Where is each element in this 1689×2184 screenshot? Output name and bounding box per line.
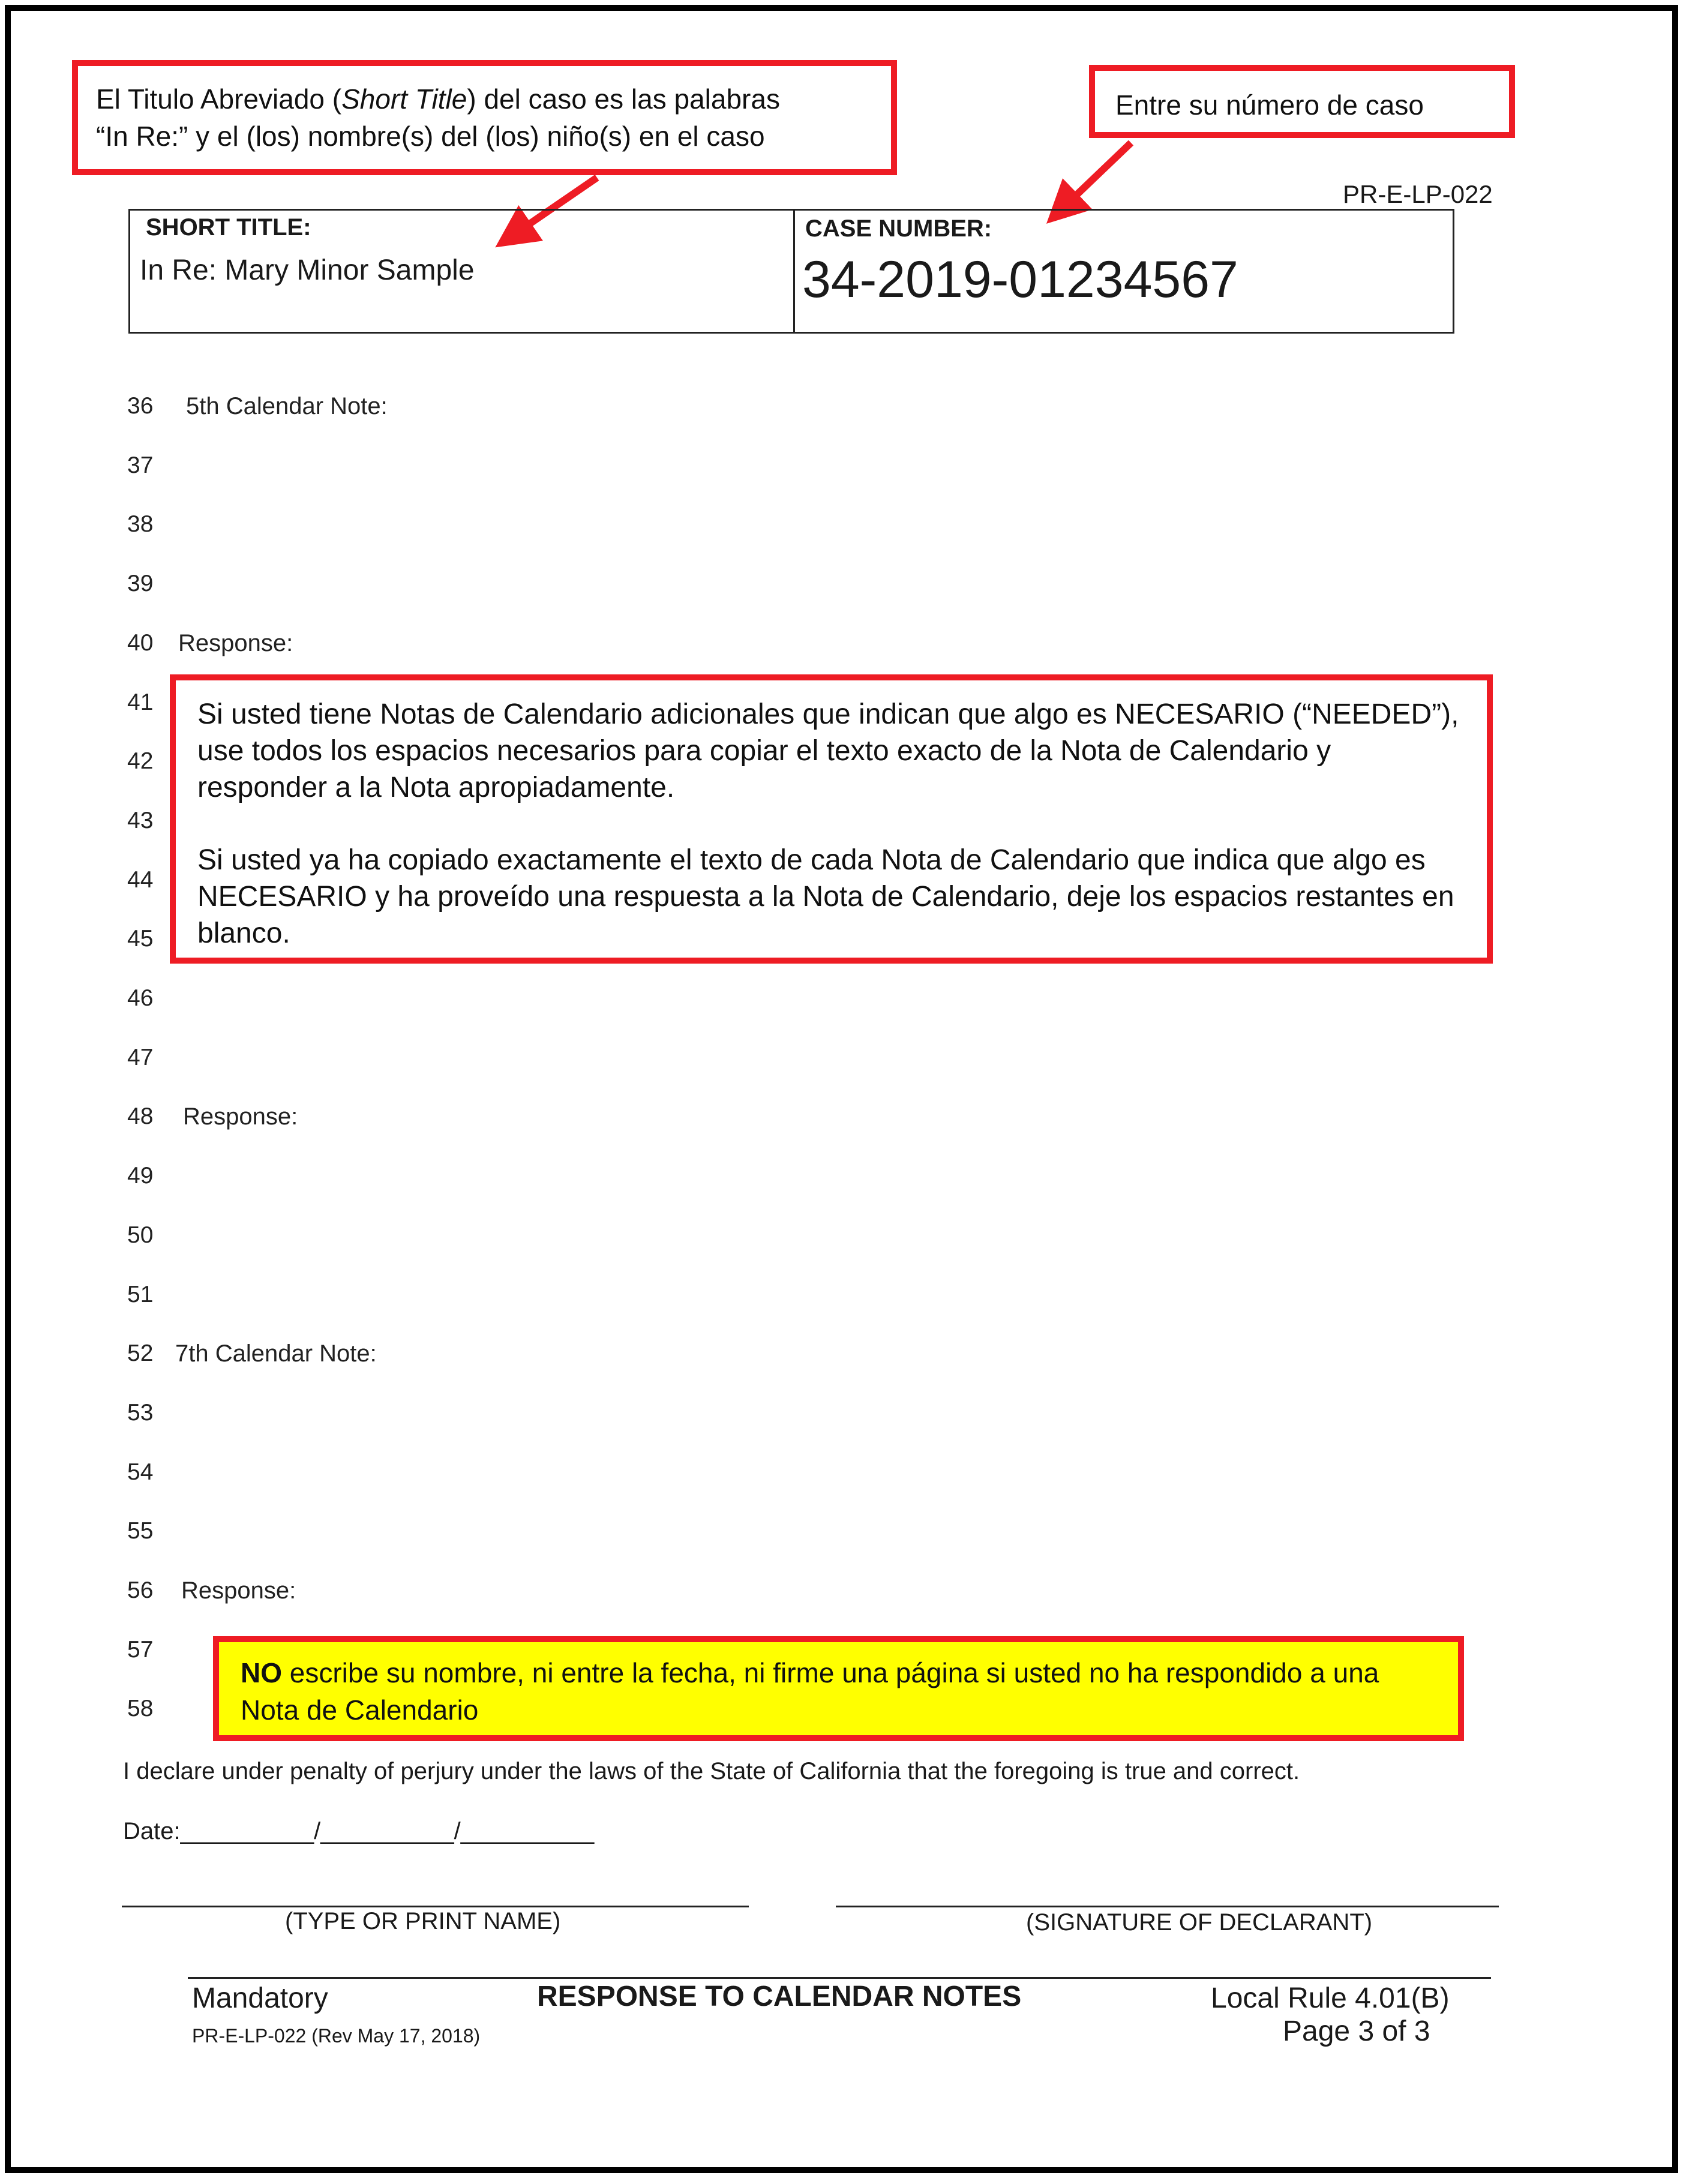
instruction-para-1: Si usted tiene Notas de Calendario adicionales que indican que algo es NECESARIO (“NEEDED”), use todos los espacios necesarios para copiar el texto exacto de la Nota de Calendario y responder a la Nota apropiadamente. bbox=[197, 698, 1459, 803]
line-number: 47 bbox=[127, 1045, 154, 1070]
line-number: 55 bbox=[127, 1518, 154, 1544]
short-title-label: SHORT TITLE: bbox=[146, 214, 311, 241]
case-number-label: CASE NUMBER: bbox=[805, 215, 992, 242]
line-number: 39 bbox=[127, 571, 154, 596]
line-number: 42 bbox=[127, 748, 154, 774]
line-number: 53 bbox=[127, 1400, 154, 1426]
date-field[interactable]: __________/__________/__________ bbox=[180, 1818, 595, 1844]
footer-rule bbox=[188, 1977, 1491, 1979]
case-number-field[interactable]: 34-2019-01234567 bbox=[802, 251, 1238, 308]
line-number: 45 bbox=[127, 926, 154, 952]
line-number: 36 bbox=[127, 393, 154, 419]
line-number: 41 bbox=[127, 689, 154, 715]
warning-text: escribe su nombre, ni entre la fecha, ni firme una página si usted no ha respondido a una Nota de Calendario bbox=[241, 1657, 1379, 1726]
line-number: 51 bbox=[127, 1282, 154, 1307]
line-number: 52 bbox=[127, 1340, 154, 1366]
line-number: 49 bbox=[127, 1163, 154, 1189]
line-number: 56 bbox=[127, 1577, 154, 1603]
line-label: Response: bbox=[178, 630, 293, 656]
line-label: 7th Calendar Note: bbox=[175, 1340, 377, 1367]
line-number: 43 bbox=[127, 808, 154, 833]
line-number: 37 bbox=[127, 452, 154, 478]
footer-rule-text: Local Rule 4.01(B) bbox=[1211, 1982, 1450, 2014]
line-number: 48 bbox=[127, 1103, 154, 1129]
declaration-text: I declare under penalty of perjury under the laws of the State of California that the foregoing is true and correct. bbox=[123, 1758, 1300, 1784]
case-number-arrow-icon bbox=[1062, 143, 1131, 209]
line-label: Response: bbox=[181, 1577, 296, 1604]
short-title-callout bbox=[72, 60, 897, 175]
footer-mandatory: Mandatory bbox=[192, 1982, 328, 2014]
line-label: 5th Calendar Note: bbox=[186, 393, 388, 419]
date-row bbox=[123, 1818, 594, 1845]
line-number: 50 bbox=[127, 1222, 154, 1248]
form-code: PR-E-LP-022 bbox=[1343, 180, 1493, 208]
case-number-callout-text: Entre su número de caso bbox=[1115, 89, 1424, 121]
line-number: 58 bbox=[127, 1696, 154, 1721]
footer-title: RESPONSE TO CALENDAR NOTES bbox=[537, 1981, 1022, 2012]
caption-header-box bbox=[128, 209, 1454, 334]
line-number: 40 bbox=[127, 630, 154, 656]
signature-label: (SIGNATURE OF DECLARANT) bbox=[1026, 1909, 1373, 1936]
name-label: (TYPE OR PRINT NAME) bbox=[285, 1908, 561, 1934]
footer-page: Page 3 of 3 bbox=[1283, 2015, 1430, 2047]
instruction-para-2: Si usted ya ha copiado exactamente el texto de cada Nota de Calendario que indica que algo es NECESARIO y ha proveído una respuesta a la Nota de Calendario, deje los espacios restantes en blanco. bbox=[197, 844, 1454, 949]
instruction-callout bbox=[170, 674, 1493, 964]
line-number: 38 bbox=[127, 511, 154, 537]
short-title-callout-text: El Titulo Abreviado (Short Title) del caso es las palabras “In Re:” y el (los) nombre(s) del (los) niño(s) en el caso bbox=[96, 83, 780, 152]
line-number: 46 bbox=[127, 985, 154, 1011]
short-title-field[interactable]: In Re: Mary Minor Sample bbox=[140, 254, 475, 286]
footer-form-rev: PR-E-LP-022 (Rev May 17, 2018) bbox=[192, 2025, 481, 2047]
warning-bold: NO bbox=[241, 1657, 282, 1688]
signature-line[interactable] bbox=[836, 1906, 1499, 1907]
header-divider bbox=[793, 211, 795, 332]
date-label: Date: bbox=[123, 1818, 181, 1844]
line-label: Response: bbox=[183, 1103, 298, 1130]
line-number: 44 bbox=[127, 867, 154, 893]
line-number: 57 bbox=[127, 1637, 154, 1663]
line-number: 54 bbox=[127, 1459, 154, 1485]
case-number-callout bbox=[1089, 65, 1515, 138]
name-line[interactable] bbox=[122, 1906, 749, 1907]
warning-callout bbox=[213, 1636, 1464, 1741]
